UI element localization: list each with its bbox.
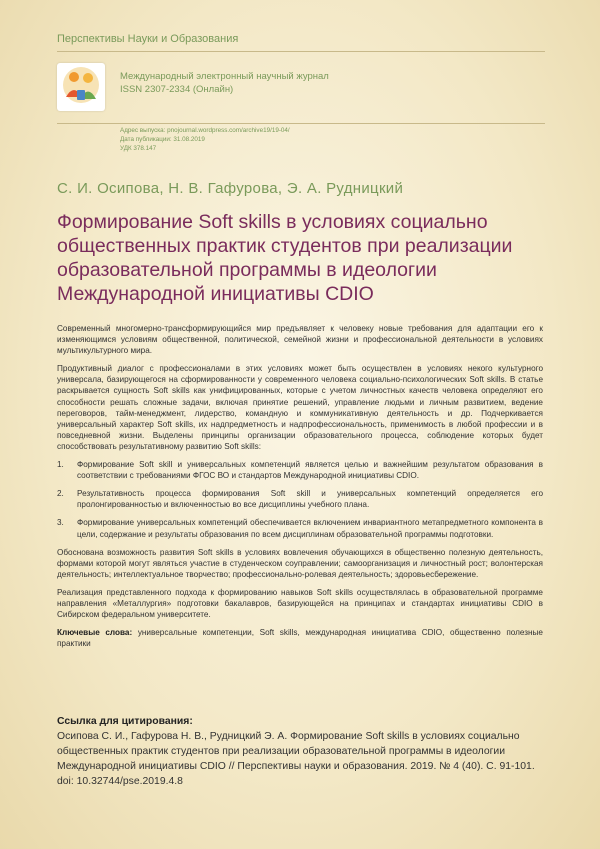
list-item-text: Результативность процесса формирования Soft skill и универсальных компетенций определяется его пролонгированностью и включенностью во все дисциплины учебного плана.	[77, 489, 543, 510]
citation-text: Осипова С. И., Гафурова Н. В., Рудницкий Э. А. Формирование Soft skills в условиях социально общественных практик студентов при реализации образовательной программы в идеологии Международной инициативы CDIO // Перспективы науки и образования. 2019. № 4 (40). С. 91-101. doi: 10.32744/pse.2019.4.8	[57, 731, 535, 787]
journal-header	[57, 33, 545, 152]
journal-title: Перспективы Науки и Образования	[57, 33, 545, 52]
citation-label: Ссылка для цитирования:	[57, 716, 193, 727]
list-item-number: 2.	[57, 489, 64, 499]
journal-subtitle: Международный электронный научный журнал	[120, 71, 329, 82]
list-item-number: 1.	[57, 460, 64, 470]
keywords-text: универсальные компетенции, Soft skills, международная инициатива CDIO, общественно полезные практики	[57, 628, 543, 649]
abstract-paragraph: Обоснована возможность развития Soft skills в условиях вовлечения обучающихся в общественно полезную деятельность, формами которой могут являться участие в студенческом соуправлении; самоорганизация и личностный рост; волонтерская деятельность; интеллектуальное творчество; профессионально-ролевая деятельность; здоровьесбережение.	[57, 547, 543, 579]
article-authors: С. И. Осипова, Н. В. Гафурова, Э. А. Рудницкий	[57, 180, 404, 197]
keywords-label: Ключевые слова:	[57, 628, 133, 638]
list-item-text: Формирование Soft skill и универсальных компетенций является целью и важнейшим результатом образования в соответствии с требованиями ФГОС ВО и стандартов Международной инициативы CDIO.	[77, 460, 543, 481]
list-item-number: 3.	[57, 518, 64, 528]
article-abstract	[57, 323, 543, 656]
people-logo-icon	[57, 63, 105, 111]
journal-logo	[57, 63, 105, 111]
list-item	[57, 488, 543, 510]
list-item-text: Формирование универсальных компетенций обеспечивается включением инвариантного метапредметного компонента в цели, содержание и результаты образования по всем дисциплинам образовательной программы подготовки.	[77, 518, 543, 539]
list-item	[57, 517, 543, 539]
list-item	[57, 459, 543, 481]
journal-issn: ISSN 2307-2334 (Онлайн)	[120, 84, 234, 95]
udk-code: УДК 378.147	[120, 145, 157, 152]
journal-info	[120, 70, 329, 96]
publication-date: Дата публикации: 31.08.2019	[120, 136, 205, 143]
keywords	[57, 627, 543, 649]
publication-meta	[120, 126, 290, 153]
principles-list	[57, 459, 543, 540]
article-title: Формирование Soft skills в условиях социально общественных практик студентов при реализации образовательной программы в идеологии Международной инициативы CDIO	[57, 211, 513, 305]
issue-address[interactable]: Адрес выпуска: pnojournal.wordpress.com/archive19/19-04/	[120, 127, 290, 134]
citation-block	[57, 714, 543, 789]
abstract-paragraph: Современный многомерно-трансформирующийся мир предъявляет к человеку новые требования для адаптации его к изменяющимся условиям общественной, политической, семейной жизни и профессиональной деятельности в условиях мультикультурного мира.	[57, 324, 543, 356]
header-divider	[57, 123, 545, 124]
abstract-paragraph: Реализация представленного подхода к формированию навыков Soft skills осуществлялась в образовательной программе направления «Металлургия» подготовки бакалавров, базирующейся на принципах и стандартах инициативы CDIO в Сибирском федеральном университете.	[57, 587, 543, 620]
abstract-paragraph: Продуктивный диалог с профессионалами в этих условиях может быть осуществлен в условиях некого культурного универсала, базирующегося на сформированности у современного человека социально-психологических Soft skills. В статье раскрывается сущность Soft skills как унифицированных, которые с учетом личностных качеств человека определяют его способности решать сложные задачи, включая принятие решений, управление людьми и личным развитием, ведение переговоров, тайм-менеджмент, лидерство, командную и коммуникативную деятельность и др. Подчеркивается универсальный характер Soft skills, их надпредметность и надпрофессиональность, применимость в любой профессии и в повседневной жизни. Выделены принципы организации образовательного процесса, соблюдение которых будет способствовать результативному развитию Soft skills:	[57, 364, 543, 451]
